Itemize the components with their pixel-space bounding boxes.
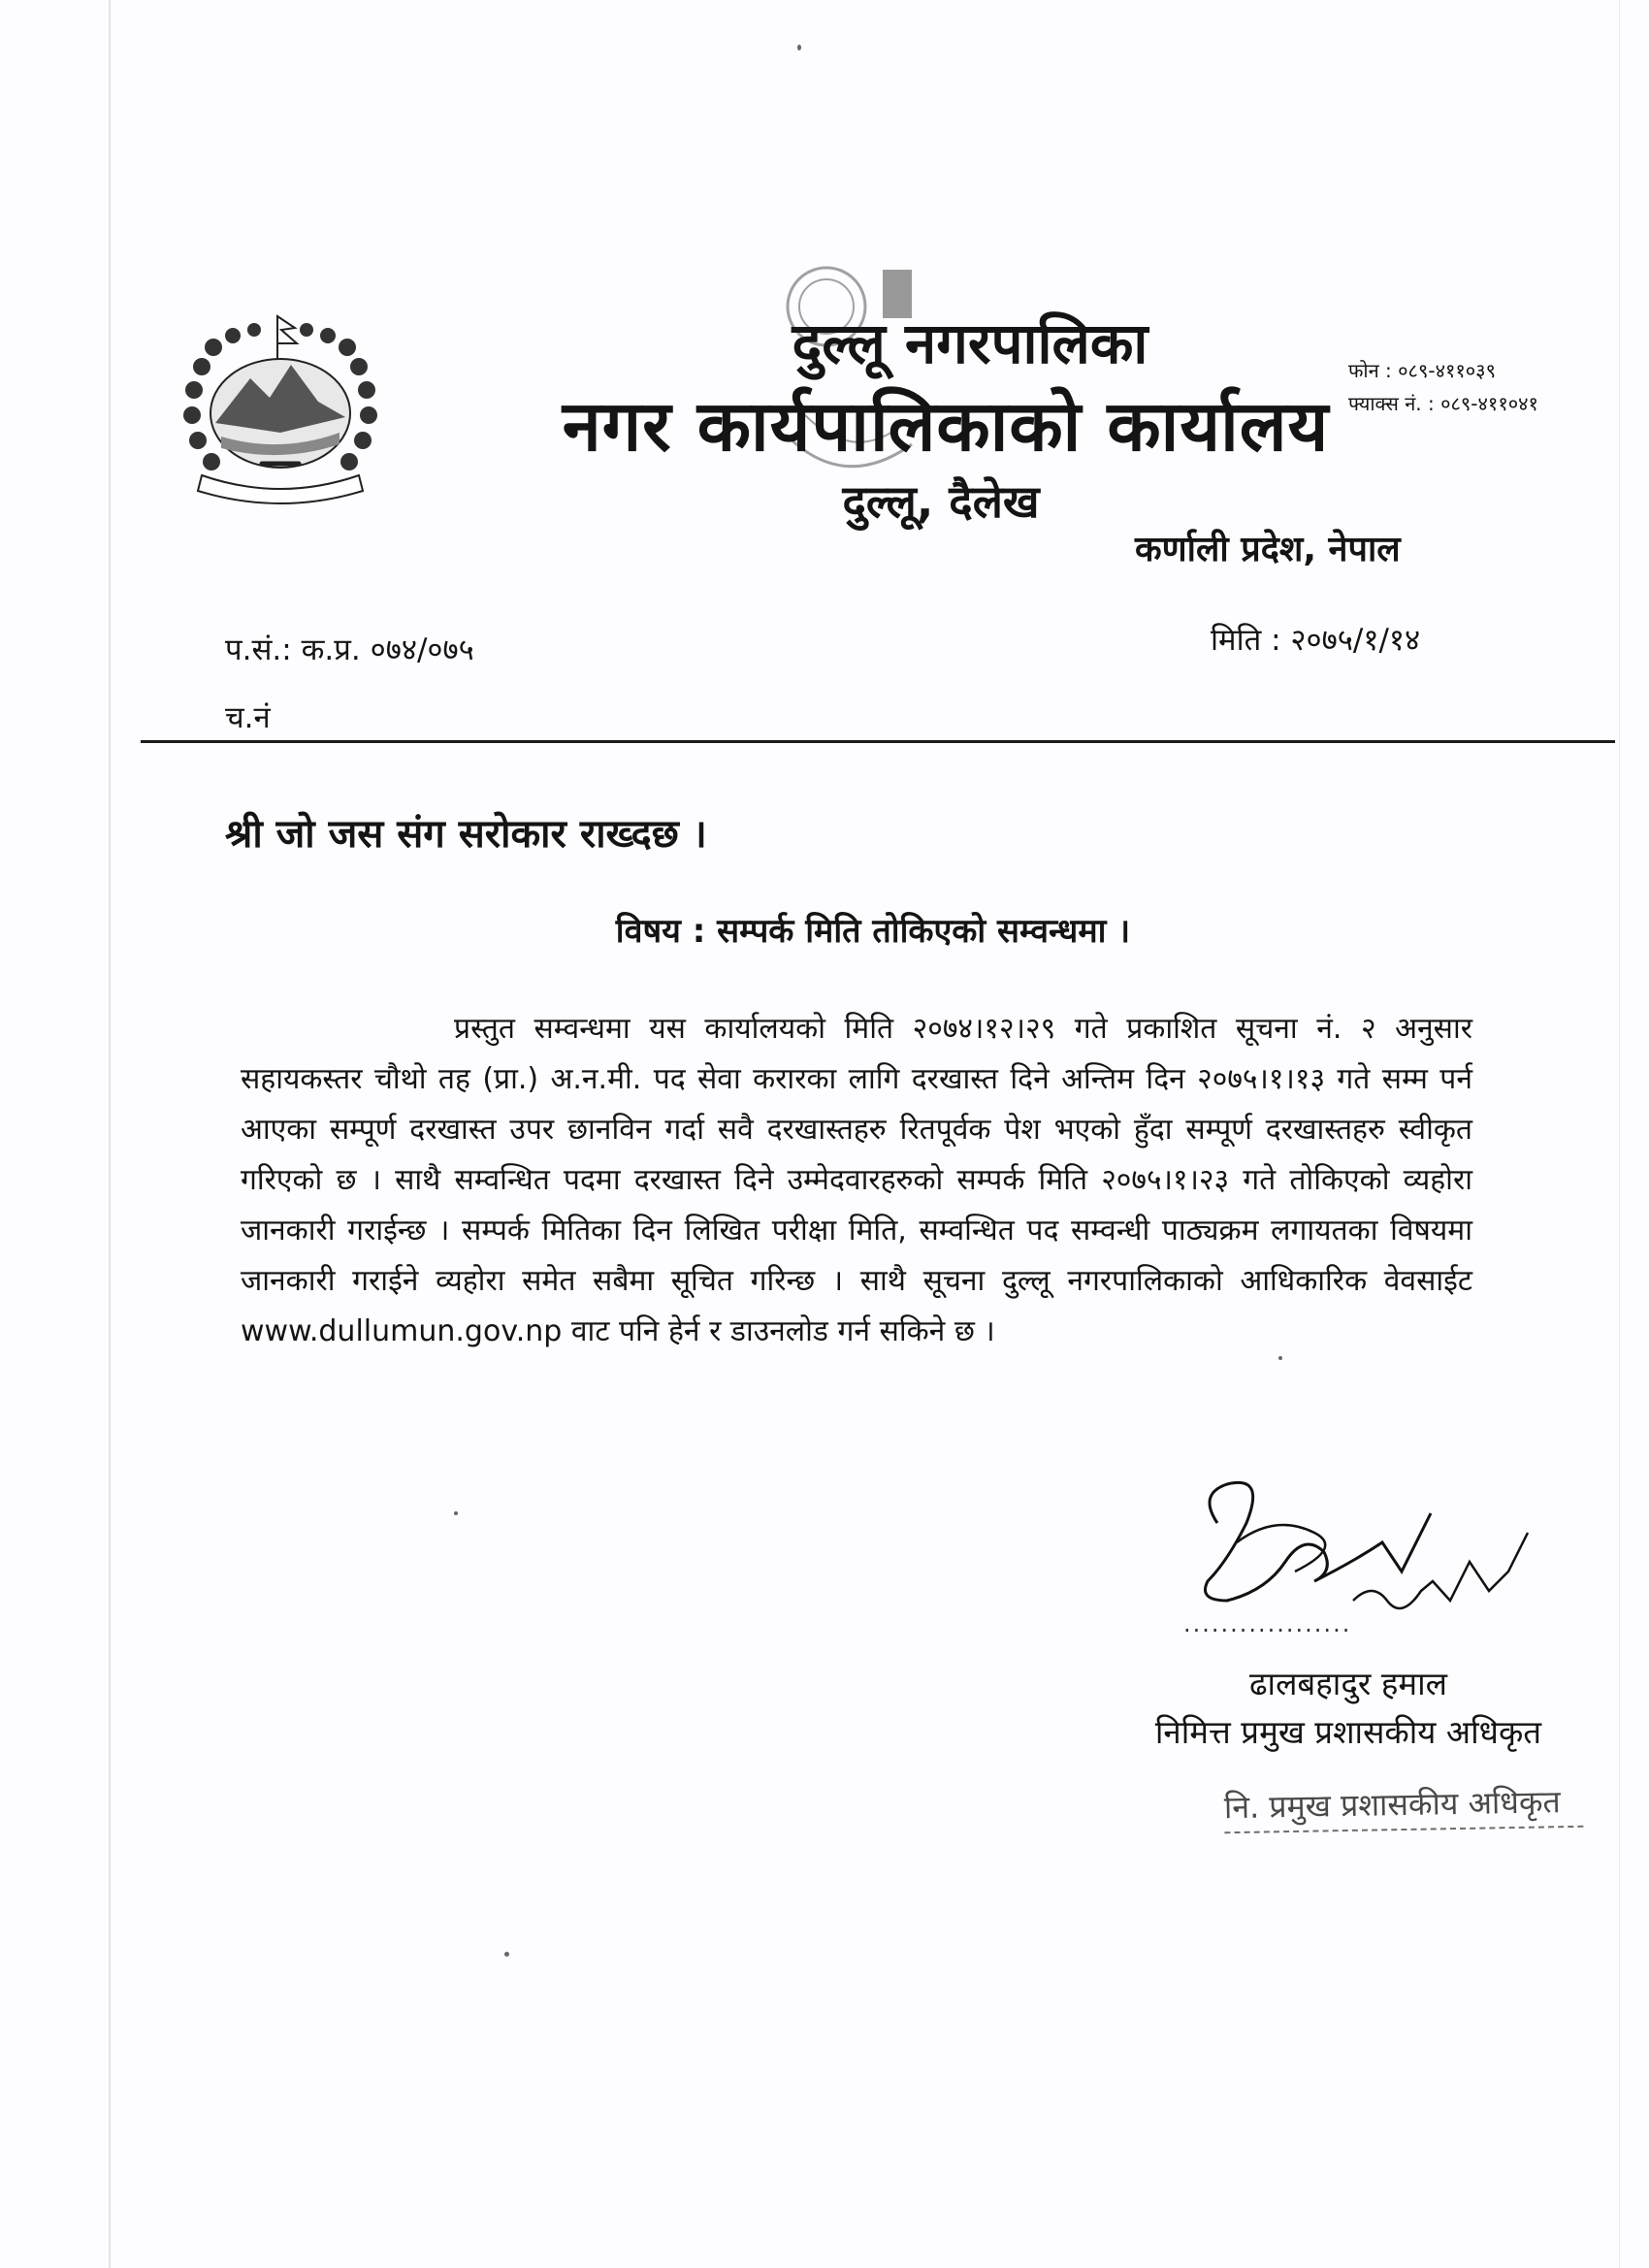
letter-body: प्रस्तुत सम्वन्धमा यस कार्यालयको मिति २०७४।१२।२९ गते प्रकाशित सूचना नं. २ अनुसार सहायकस्तर चौथो तह (प्रा.) अ.न.मी. पद सेवा करारका लागि दरखास्त दिने अन्तिम दिन २०७५।१।१३ गते सम्म पर्न आएका सम्पूर्ण दरखास्त उपर छानविन गर्दा सवै दरखास्तहरु रितपूर्वक पेश भएको हुँदा सम्पूर्ण दरखास्तहरु स्वीकृत गरिएको छ । साथै सम्वन्धित पदमा दरखास्त दिने उम्मेदवारहरुको सम्पर्क मिति २०७५।१।२३ गते तोकिएको व्यहोरा जानकारी गराईन्छ । सम्पर्क मितिका दिन लिखित परीक्षा मिति, सम्वन्धित पद सम्वन्धी पाठ्यक्रम लगायतका विषयमा जानकारी गराईने व्यहोरा समेत सबैमा सूचित गरिन्छ । साथै सूचना दुल्लू नगरपालिकाको आधिकारिक वेवसाईट www.dullumun.gov.np वाट पनि हेर्न र डाउनलोड गर्न सकिने छ । (241, 1012, 1472, 1348)
scan-edge-right (1619, 0, 1620, 2268)
reference-number: प.सं.: क.प्र. ०७४/०७५ (225, 632, 474, 667)
subject-line: विषय : सम्पर्क मिति तोकिएको सम्वन्धमा । (615, 912, 1131, 951)
nepal-government-emblem-icon (173, 308, 388, 512)
office-location: दुल्लू, दैलेख (842, 475, 1040, 528)
municipality-name: दुल्लू नगरपालिका (792, 310, 1148, 376)
designation-stamp: नि. प्रमुख प्रशासकीय अधिकृत (1224, 1780, 1584, 1833)
fax-number: फ्याक्स नं. : ०८९-४११०४१ (1348, 392, 1538, 415)
scan-edge-left (109, 0, 111, 2268)
signer-name: ढालबहादुर हमाल (1248, 1665, 1448, 1702)
office-name: नगर कार्यपालिकाको कार्यालय (562, 385, 1330, 467)
letter-date: मिति : २०७५/१/१४ (1211, 623, 1421, 658)
scan-speck (1278, 1356, 1282, 1360)
header-divider (141, 740, 1615, 743)
phone-number: फोन : ०८९-४११०३९ (1348, 359, 1496, 382)
province-line: कर्णाली प्रदेश, नेपाल (1135, 530, 1401, 569)
signer-title: निमित्त प्रमुख प्रशासकीय अधिकृत (1154, 1713, 1542, 1751)
signature-dotted-line: .................. (1183, 1610, 1352, 1637)
scan-speck (454, 1511, 458, 1515)
contact-block (1348, 354, 1639, 420)
salutation: श्री जो जस संग सरोकार राख्दछ । (225, 812, 707, 857)
scan-speck (797, 45, 801, 50)
scan-speck (504, 1952, 509, 1957)
dispatch-number: च.नं (225, 700, 271, 735)
